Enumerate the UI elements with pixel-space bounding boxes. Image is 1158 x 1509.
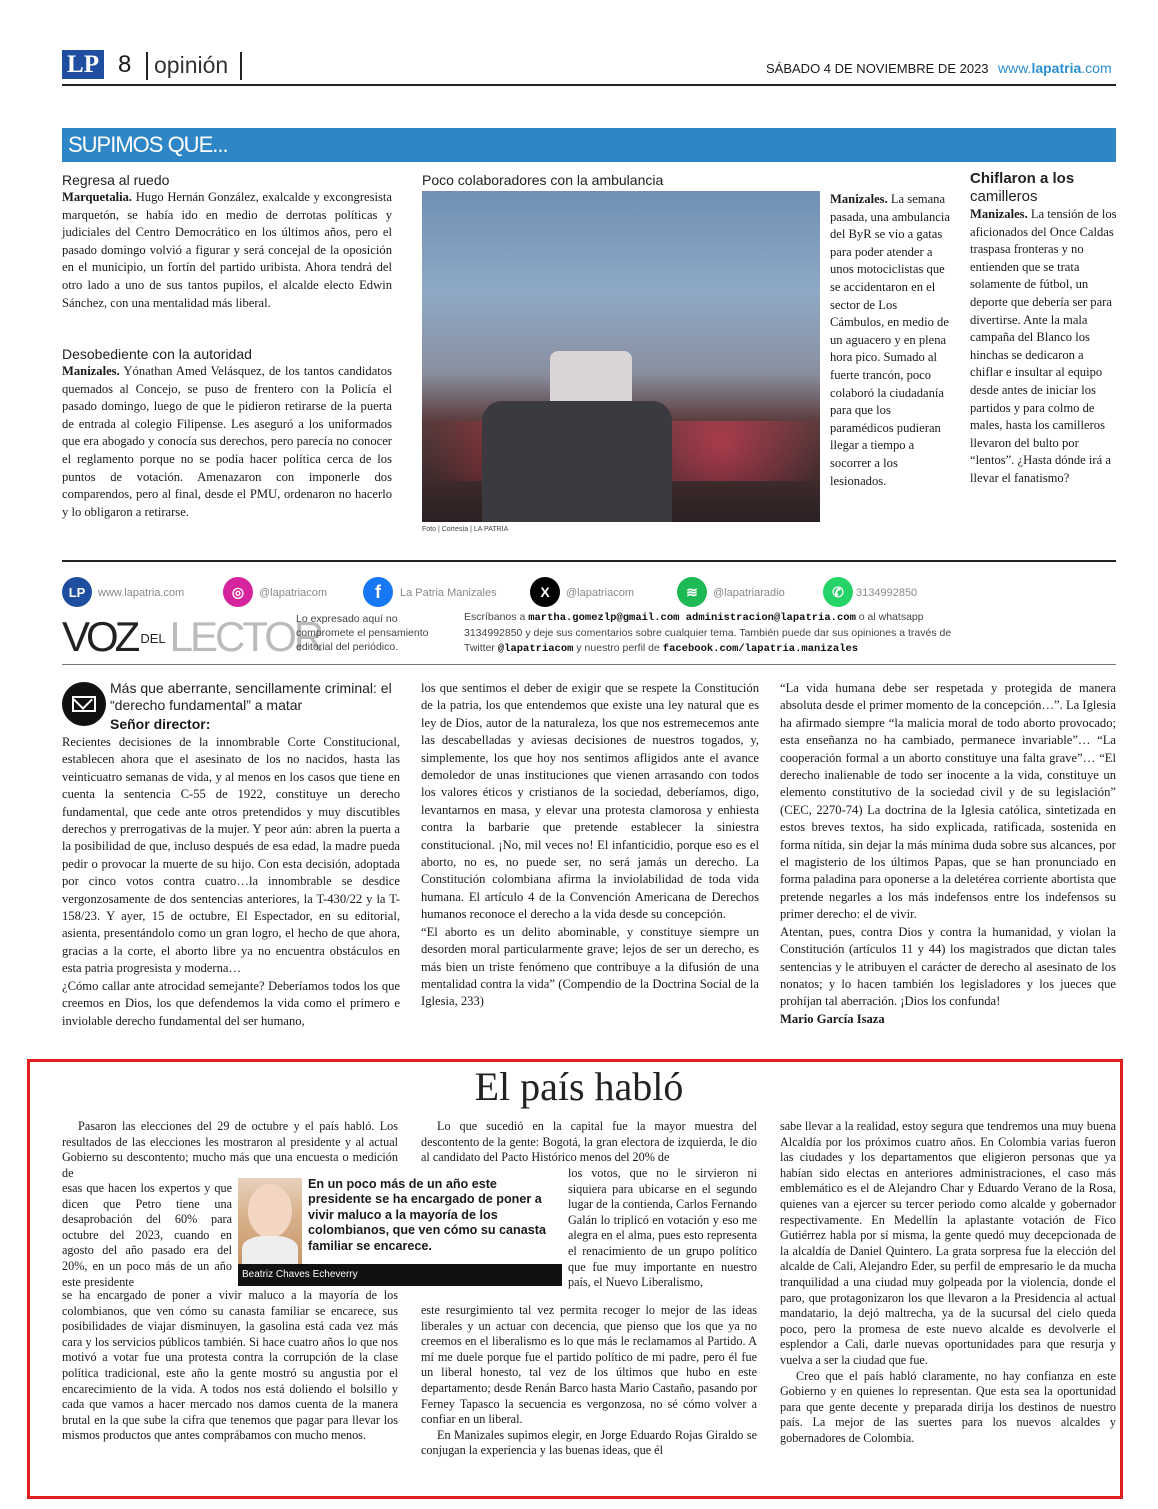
site-suffix: .com xyxy=(1081,60,1112,76)
column-col-1-p3: se ha encargado de poner a vivir maluco a la mayoría de los colombianos, que ven cómo su canasta familiar se encarece, sus posibilidades de viajar disminuyen, la gasolina está cada vez más cara y los servicios públicos también. Si hace cuatro años lo que nos motivó a votar fue una protesta contra la corrupción de la clase política tradicional, este año la gente mostró su angustia por el encarecimiento de la vida. A todos nos está doliendo el bolsillo y cada que vamos a hacer mercado nos damos cuenta de la manera brutal en la que sube la cifra que tenemos que pagar para llevar los mismos productos que antes comprábamos con mucho menos. xyxy=(62,1288,398,1443)
contact-text-1: Escríbanos a xyxy=(464,611,529,623)
column-col-2-p4: En Manizales supimos elegir, en Jorge Eduardo Rojas Giraldo se conjugan la experiencia y las buenas ideas, que él xyxy=(421,1427,757,1458)
pull-quote: En un poco más de un año este presidente se ha encargado de poner a vivir maluco a la mayoría de los colombianos, que ven cómo su canasta familiar se encarece. xyxy=(308,1177,546,1253)
photo-car xyxy=(482,401,672,522)
letter-col-3-p2: Atentan, pues, contra Dios y contra la humanidad, y violan la Constitución (artículos 11 y 44) los magistrados que dictan tales sentencias y le atribuyen el carácter de derecho al asesinato de los nonatos; y lo hacen también los legisladores y los jueces que prohíjan tal aberración. ¡Dios los confunda! xyxy=(780,924,1116,1009)
item-3-text: La semana pasada, una ambulancia del ByR se vio a gatas para poder atender a unos motociclistas que se accidentaron en el sector de Los Cámbulos, en medio de un aguacero y en plena hora pico. Sumado al fuerte trancón, poco colaboró la ciudadanía para que los paramédicos pudieran llegar a tiempo a socorrer a los lesionados. xyxy=(830,192,950,488)
voz-contact xyxy=(464,610,984,657)
column-col-1-p1: Pasaron las elecciones del 29 de octubre y el país habló. Los resultados de las elecciones les mostraron al presidente y al actual Gobierno su descontento; mucho más que una encuesta o medición de xyxy=(62,1119,398,1180)
column-col-1-wrap xyxy=(62,1181,232,1290)
item-1-text: Hugo Hernán González, exalcalde y excongresista marquetón, se había ido en medio de derrotas políticas y judiciales del Centro Democrático en los últimos años, pero el pasado domingo volvió a figurar y será concejal de la oposición en el municipio, un fortín del partido uribista. Ahora tendrá del otro lado a uno de sus tantos pupilos, el alcalde electo Edwin Sánchez, con una mentalidad más liberal. xyxy=(62,190,392,310)
whatsapp-icon[interactable]: ✆ xyxy=(823,577,853,607)
letter-col-1 xyxy=(62,734,400,1030)
contact-twitter[interactable]: @lapatriacom xyxy=(497,643,574,655)
section-right-bar xyxy=(240,52,242,80)
social-spotify[interactable]: @lapatriaradio xyxy=(713,587,785,599)
contact-facebook-url[interactable]: facebook.com/lapatria.manizales xyxy=(662,643,859,655)
x-icon[interactable]: X xyxy=(530,577,560,607)
column-col-1-p2: esas que hacen los expertos y que dicen que Petro tiene una desaprobación del 60% para octubre del 2023, cuando en agosto del año pasado era del 20%, en un poco más de un año este presidente xyxy=(62,1181,232,1289)
column-col-3-p2: Creo que el país habló claramente, no hay confianza en este Gobierno y en quienes lo representan. Que esta sea la oportunidad para que gente decente y preparada dirija los destinos de nuestro país. La mejor de las suertes para los nuevos alcaldes y gobernadores de Colombia. xyxy=(780,1368,1116,1445)
mail-icon xyxy=(62,682,106,726)
item-4-title xyxy=(970,170,1118,206)
item-4-text: La tensión de los aficionados del Once Caldas traspasa fronteras y no entienden que se trata solamente de fútbol, un deporte que debería ser para divertirse. Ante la mala campaña del Blanco los hinchas se dedicaron a chiflar e insultar al equipo desde antes de iniciar los partidos y para colmo de males, hasta los camilleros llevaron del bulto por “lentos”. ¿Hasta dónde irá a llevar el fanatismo? xyxy=(970,207,1117,485)
voz-disclaimer: Lo expresado aquí no compromete el pensamiento editorial del periódico. xyxy=(296,613,429,653)
item-2-title: Desobediente con la autoridad xyxy=(62,346,252,362)
page-number: 8 xyxy=(118,51,132,78)
section-left-bar xyxy=(146,52,148,80)
contact-email-1[interactable]: martha.gomezlp@gmail.com xyxy=(528,612,680,624)
supimos-banner: SUPIMOS QUE... xyxy=(62,128,1116,162)
letter-signature: Mario García Isaza xyxy=(780,1011,885,1026)
supimos-item-2 xyxy=(62,346,392,521)
supimos-item-1 xyxy=(62,172,392,312)
site-prefix: www. xyxy=(998,60,1032,76)
column-col-3 xyxy=(780,1119,1116,1446)
item-4-dateline: Manizales. xyxy=(970,207,1028,221)
lp-small-logo[interactable]: LP xyxy=(62,577,92,607)
photo-credit: Foto | Cortesía | LA PATRIA xyxy=(422,526,509,533)
item-2-body xyxy=(62,363,392,521)
social-x[interactable]: @lapatriacom xyxy=(566,587,635,599)
contact-text-3: y nuestro perfil de xyxy=(573,642,663,654)
column-col-2-p2: los votos, que no le sirvieron ni siquiera para ubicarse en el segundo lugar de la contienda, Carlos Fernando Galán lo triplicó en votación y eso me alegra en el alma, pues esto representa el renacimiento de un grupo político que fue muy importante en nuestro país, el Nuevo Liberalismo, xyxy=(568,1166,757,1290)
column-col-2-rest xyxy=(421,1303,757,1459)
column-col-2 xyxy=(421,1119,757,1166)
item-4-title-rest: camilleros xyxy=(970,188,1038,205)
contact-email-2[interactable]: administracion@lapatria.com xyxy=(679,612,856,624)
author-photo xyxy=(238,1178,302,1264)
social-instagram[interactable]: @lapatriacom xyxy=(259,587,328,599)
section-rule xyxy=(62,560,1116,562)
item-3-title: Poco colaboradores con la ambulancia xyxy=(422,172,664,188)
section-name[interactable]: opinión xyxy=(154,52,229,78)
column-col-2-wrap xyxy=(568,1166,757,1291)
voz-title xyxy=(62,614,321,660)
column-col-2-p3: este resurgimiento tal vez permita recoger lo mejor de las ideas liberales y un actuar con decencia, que pienso que los que ya no creemos en el liberalismo es lo que más le reclamamos al Partido. A mí me duele porque fue el partido político de mi padre, pero él fue un liberal honesto, tal vez de los últimos que hubo en este departamento; desde Renán Barco hasta Mario Castaño, pasando por Ferney Tapasco la secuencia es vergonzosa, no sé cómo volver a confiar en un liberal. xyxy=(421,1303,757,1427)
item-3-body xyxy=(830,191,950,490)
item-4-body xyxy=(970,206,1118,488)
column-col-3-p1: sabe llevar a la realidad, estoy segura que tendremos una muy buena Alcaldía por los próximos cuatro años. En Colombia varias fueron las ciudades y los departamentos que eligieron personas que ya habían sido electas en anteriores administraciones, el caso más emblemático es el de Alejandro Char y Eduardo Verano de la Rosa, quienes van a ejercer su tercer periodo como alcalde y gobernador respectivamente. En Medellín la aplastante votación de Fico Gutiérrez habla por sí misma, la gente quedó muy decepcionada de la alcaldía de Daniel Quintero. La grata sorpresa fue la elección del alcalde de Cali, Alejandro Eder, su perfil de empresario le da mucha tranquilidad a una ciudad muy golpeada por la violencia, donde el paro, que protagonizaron los que llevaron a la Presidencia al actual mandatario, la dejó maltrecha, ya de la sucursal del cielo queda poco, pero la promesa de este nuevo alcalde es devolverle el esplendor a Cali, darle nuevas oportunidades para que resurja y vuelva a ser la ciudad que fue. xyxy=(780,1119,1116,1367)
item-2-dateline: Manizales. xyxy=(62,364,120,378)
letter-col-1-p2: ¿Cómo callar ante atrocidad semejante? Deberíamos todos los que creemos en Dios, los que defendemos la vida como el primero e inviolable derecho fundamental del ser humano, xyxy=(62,978,400,1028)
letter-col-3 xyxy=(780,680,1116,1028)
social-whatsapp[interactable]: 3134992850 xyxy=(856,587,918,599)
lp-logo[interactable]: LP xyxy=(62,50,104,79)
item-1-body xyxy=(62,189,392,312)
site-brand: lapatria xyxy=(1031,60,1082,76)
author-name: Beatriz Chaves Echeverry xyxy=(238,1264,562,1286)
column-col-2-p1: Lo que sucedió en la capital fue la mayor muestra del descontento de la gente: Bogotá, la gran electora de izquierda, le dio al candidato del Pacto Histórico menos del 20% de xyxy=(421,1119,757,1165)
letter-col-2 xyxy=(421,680,759,1011)
instagram-icon[interactable]: ◎ xyxy=(223,577,253,607)
letter-salutation: Señor director: xyxy=(110,716,211,732)
voz-title-a: VOZ xyxy=(62,613,137,660)
header-rule xyxy=(62,84,1116,86)
voz-title-c: LECTOR xyxy=(169,613,322,660)
column-title: El país habló xyxy=(474,1064,684,1109)
letter-col-2-p1: los que sentimos el deber de exigir que se respete la Constitución de la patria, los que entendemos que existe una ley natural que es ley de Dios, autor de la naturaleza, los que nos estremecemos ante las descabelladas y aviesas decisiones de nuestros togados, y, simplemente, los que hoy nos sentimos afligidos ante el avance demoledor de unas instituciones que vienen arrasando con todos los valores éticos y cristianos de la sociedad, deberíamos, digo, levantarnos en masa, y elevar una protesta clamorosa y enhiesta contra la barbarie que pretende establecer la siniestra constitucional. ¡No, mil veces no! El infanticidio, porque eso es el aborto, no es, no puede ser, no será jamás un derecho. La Constitución colombiana afirma la inviolabilidad de toda vida humana. El artículo 4 de la Convención Americana de Derechos humanos reconoce el derecho a la vida desde su concepción. xyxy=(421,681,759,922)
supimos-item-4 xyxy=(970,170,1118,488)
column-col-1-rest xyxy=(62,1288,398,1444)
social-web[interactable]: www.lapatria.com xyxy=(98,587,185,599)
letter-col-1-p1: Recientes decisiones de la innombrable Corte Constitucional, establecen ahora que el asesinato de los no nacidos, hasta las veinticuatro semanas de vida, y al menos en los casos que tiene en cuenta la sentencia C-55 de 1922, constituye un derecho fundamental, que cede ante otros pretendidos y muy discutibles derechos y prerrogativas de la mujer. Y peor aún: abren la puerta a la posibilidad de que, incluso después de esa edad, la madre pueda pedir o provocar la muerte de su hijo. Con esta decisión, adoptada por cinco votos contra cuatro…la innombrable se desdice vergonzosamente de dos sentencias anteriores, la T-430/22 y la T-158/23. Y ayer, 15 de octubre, El Espectador, en su editorial, asienta, presentándolo como un gran logro, el hecho de que ahora, gracias a la corte, el aborto libre ya no encuentra obstáculos en esta patria progresista y moderna… xyxy=(62,735,400,976)
column-col-1 xyxy=(62,1119,398,1181)
item-4-title-bold: Chiflaron a los xyxy=(970,170,1075,187)
letter-title: Más que aberrante, sencillamente criminal: el “derecho fundamental” a matar xyxy=(110,680,392,713)
item-1-title: Regresa al ruedo xyxy=(62,172,170,188)
letter-col-3-p1: “La vida humana debe ser respetada y protegida de manera absoluta desde el primer momento de la concepción…”. La Iglesia ha afirmado siempre “la malicia moral de todo aborto provocado; esta enseñanza no ha cambiado, permanece invariable”… “La cooperación formal a un aborto constituye una falta grave”… “El derecho inalienable de todo ser inocente a la vida, constituye un elemento constitutivo de la sociedad civil y de su legislación” (CEC, 2270-74) La doctrina de la Iglesia católica, sintetizada en estos breves textos, ha sido explicada, ratificada, sostenida en forma nítida, sin dejar la más mínima duda sobre sus alcances, por el magisterio de los últimos Papas, que se han pronunciado en forma paladina para oponerse a la deletérea corriente abortista que pretende negarles a los más indefensos entre los indefensos su primer derecho: el de vivir. xyxy=(780,681,1116,922)
facebook-icon[interactable]: f xyxy=(363,577,393,607)
voz-title-b: DEL xyxy=(140,631,166,646)
item-1-dateline: Marquetalia. xyxy=(62,190,133,204)
spotify-icon[interactable]: ≋ xyxy=(677,577,707,607)
voz-rule xyxy=(62,664,1116,665)
contact-text-2: o al whatsapp 3134992850 y deje sus comentarios sobre cualquier tema. También puede dar sus opiniones a través de Twitter xyxy=(464,611,952,654)
item-3-dateline: Manizales. xyxy=(830,192,888,206)
item-2-text: Yónathan Amed Velásquez, de los tantos candidatos quemados al Concejo, se puso de frentero con la Policía el pasado domingo, luego de que le pidieron retirarse de la puerta de entrada al colegio Filipense. Les aseguró a los uniformados que era abogado y conocía sus derechos, pero parecía no conocer el reglamento porque no se podía hacer política cerca de los puntos de votación. Amenazaron con imponerle dos comparendos, pero al final, desde el PMU, ordenaron no hacerlo y lo obligaron a retirarse. xyxy=(62,364,392,519)
site-link[interactable] xyxy=(998,60,1112,77)
issue-date: SÁBADO 4 DE NOVIEMBRE DE 2023 xyxy=(766,61,989,76)
social-facebook[interactable]: La Patria Manizales xyxy=(400,587,497,599)
ambulance-photo xyxy=(422,191,820,522)
letter-col-2-p2: “El aborto es un delito abominable, y constituye siempre un desorden moral particularmente grave; lejos de ser un derecho, es más bien un triste fenómeno que contribuye a la difusión de una mentalidad contra la vida” (Compendio de la Doctrina Social de la Iglesia, 233) xyxy=(421,924,759,1009)
